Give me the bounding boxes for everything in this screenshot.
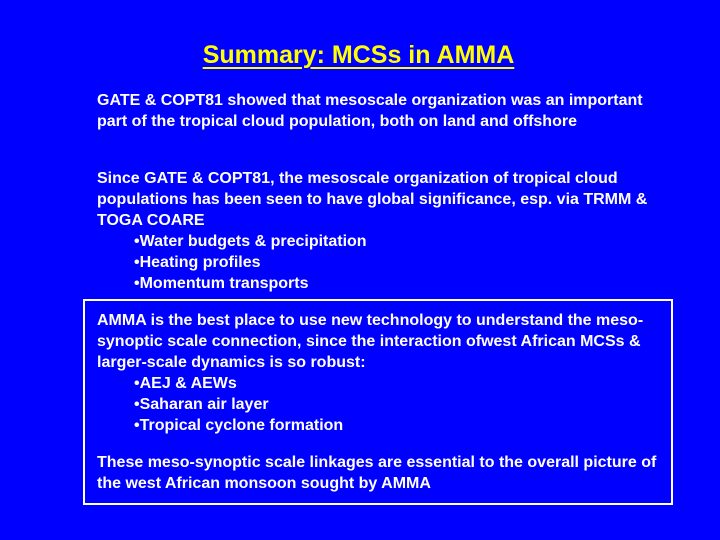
- bullet-list: [97, 373, 677, 436]
- bullet-item: •Saharan air layer: [134, 396, 269, 413]
- bullet-item: •Water budgets & precipitation: [134, 233, 367, 250]
- slide-title-container: [0, 34, 720, 71]
- bullet-item: •Momentum transports: [134, 275, 309, 292]
- paragraph-amma-best-place: [97, 310, 677, 436]
- paragraph-global-significance: [97, 168, 677, 294]
- slide-title: Summary: MCSs in AMMA: [202, 41, 515, 69]
- paragraph-text: GATE & COPT81 showed that mesoscale organization was an important part of the tropical cloud population, both on land and offshore: [97, 92, 643, 130]
- paragraph-linkages: [97, 452, 677, 494]
- bullet-list: [97, 231, 677, 294]
- paragraph-text: AMMA is the best place to use new technology to understand the meso-synoptic scale connection, since the interaction ofwest African MCSs & larger-scale dynamics is so robust:: [97, 312, 644, 371]
- paragraph-gate-copt81: [97, 90, 677, 132]
- bullet-item: •AEJ & AEWs: [134, 375, 237, 392]
- bullet-item: •Tropical cyclone formation: [134, 417, 344, 434]
- paragraph-text: These meso-synoptic scale linkages are essential to the overall picture of the west African monsoon sought by AMMA: [97, 454, 657, 492]
- bullet-item: •Heating profiles: [134, 254, 261, 271]
- paragraph-text: Since GATE & COPT81, the mesoscale organization of tropical cloud populations has been seen to have global significance, esp. via TRMM & TOGA COARE: [97, 170, 648, 229]
